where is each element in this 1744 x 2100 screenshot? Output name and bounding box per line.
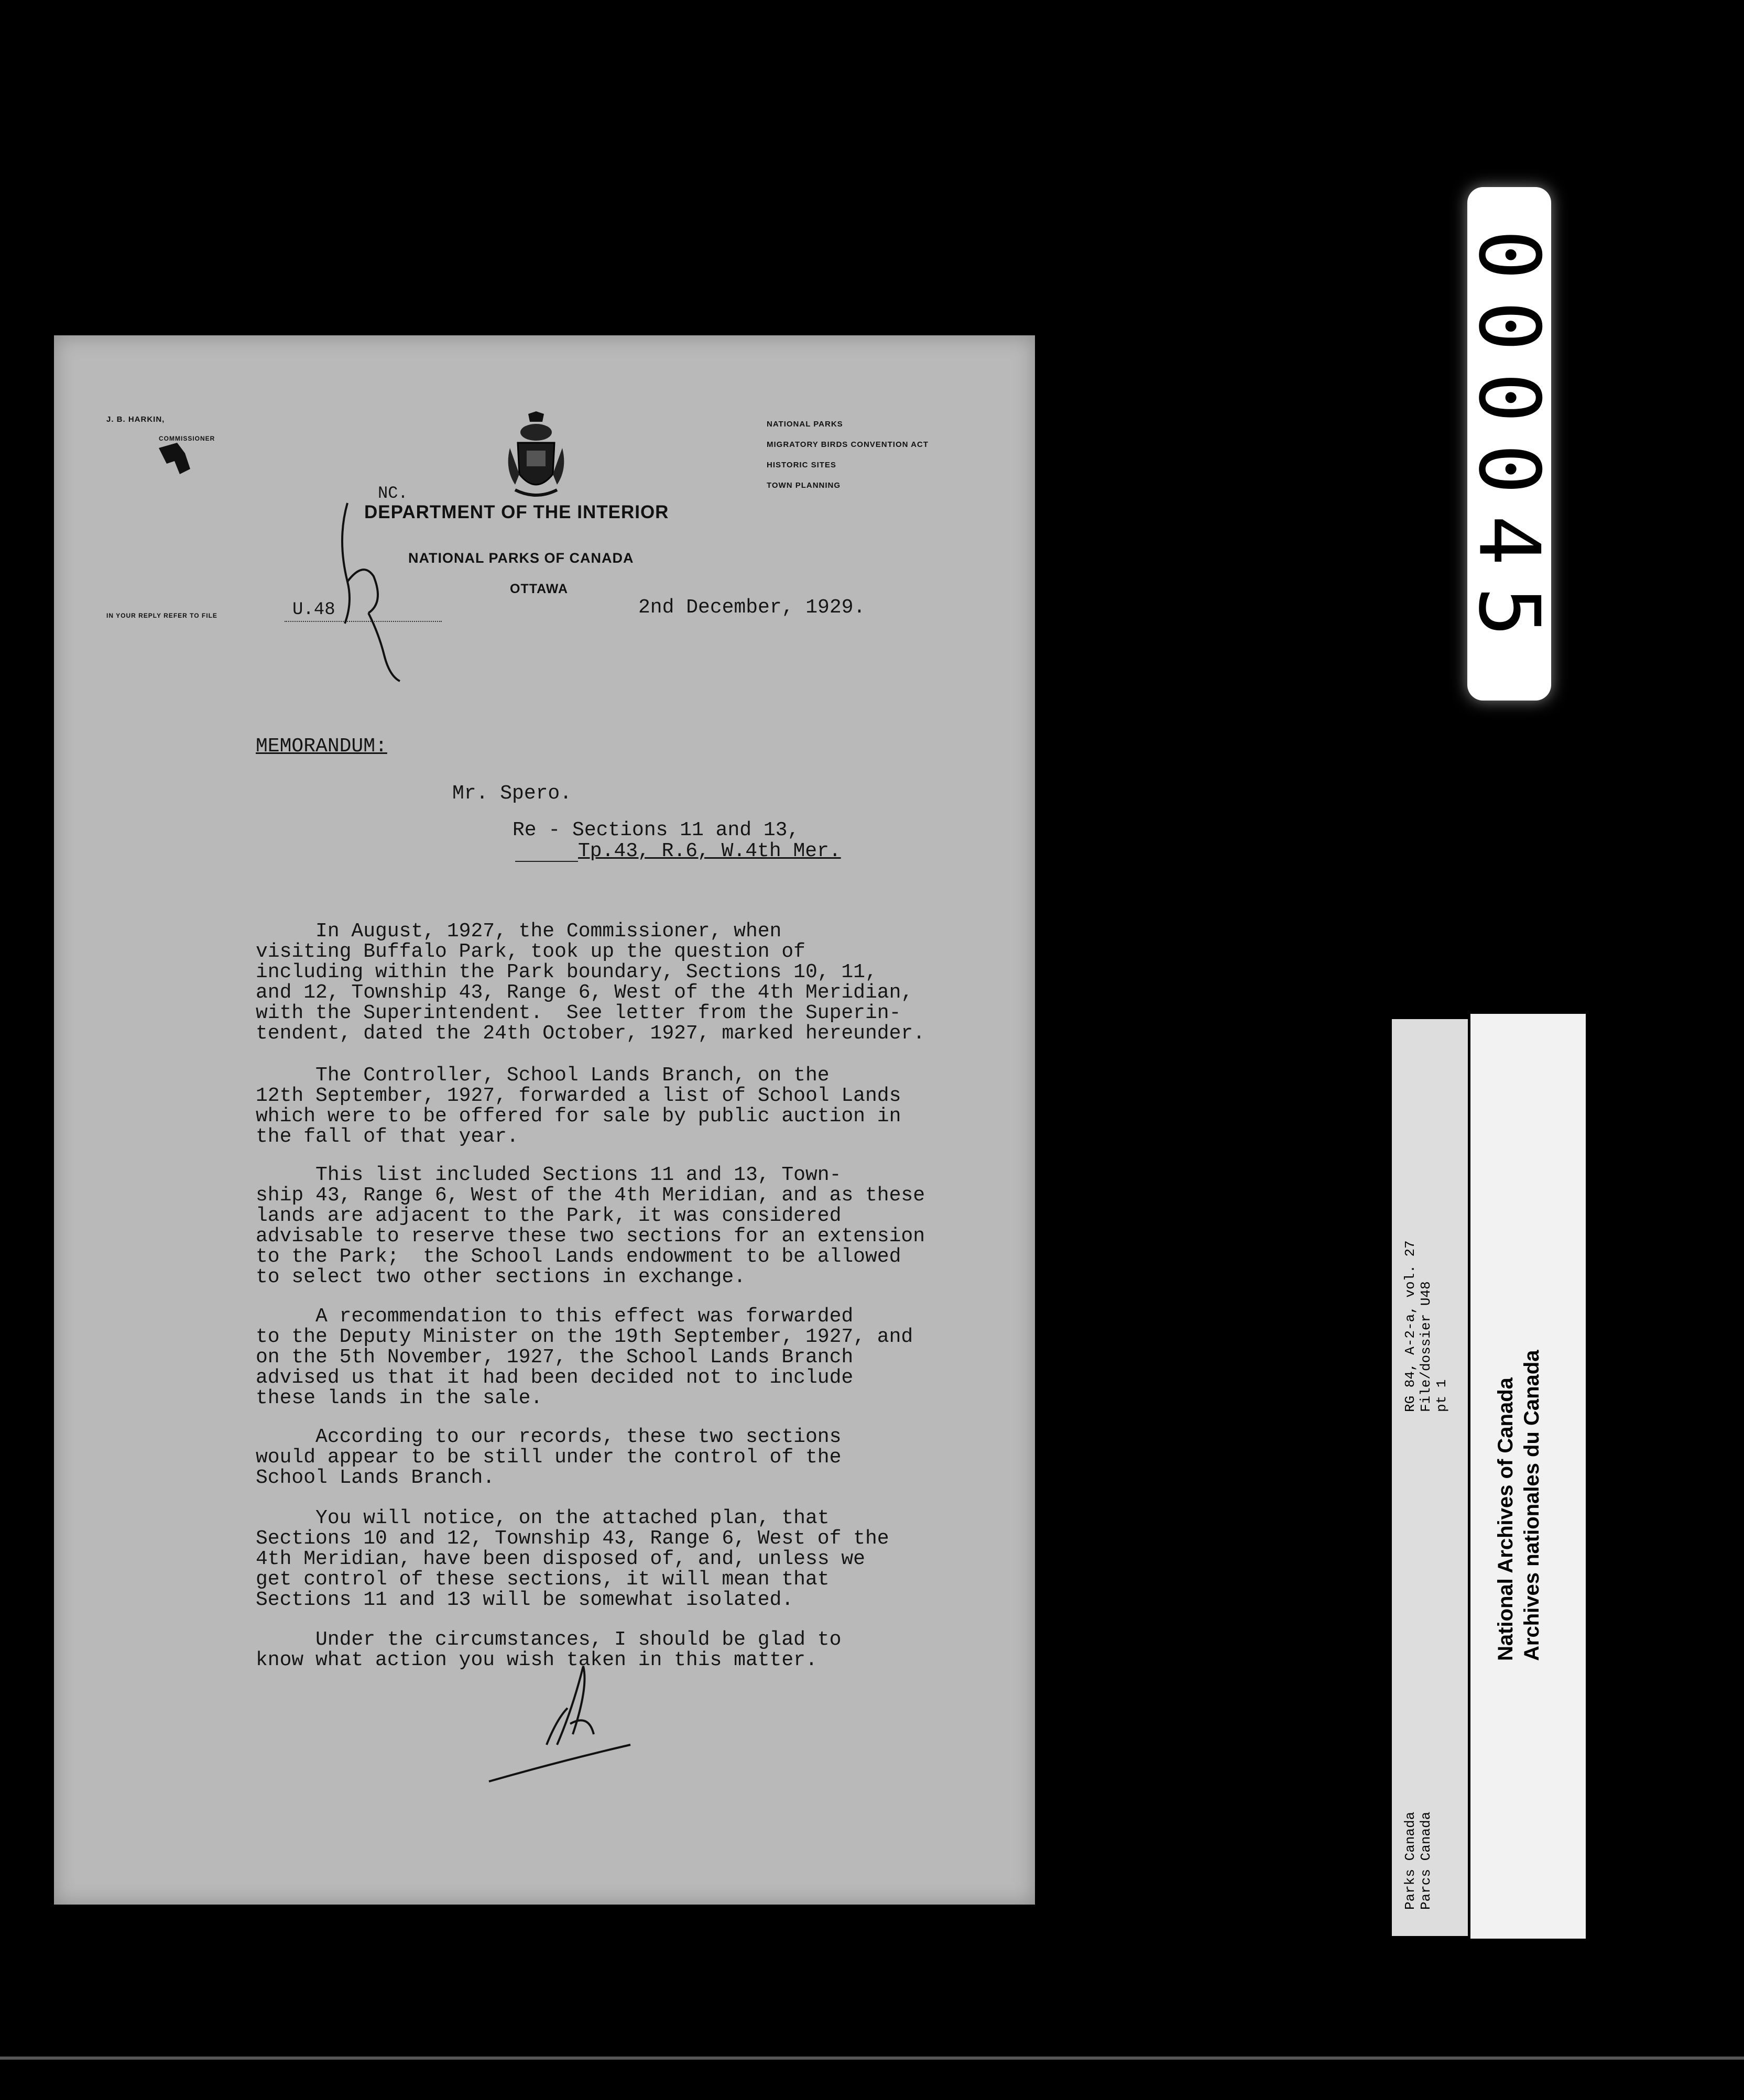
memo-date: 2nd December, 1929. [638, 596, 866, 619]
file-number: U.48 [292, 600, 335, 620]
paragraph-6: You will notice, on the attached plan, that Sections 10 and 12, Township 43, Range 6, West of the 4th Meridian, have been disposed of, and, unless we get control of these sections, it will mean that Sections 11 and 13 will be somewhat isolated. [256, 1507, 889, 1611]
ink-blot-mark [154, 440, 195, 482]
archive-reference-label [1392, 1019, 1468, 1936]
service-historic-sites: HISTORIC SITES [767, 461, 836, 469]
memo-subject-line-1: Re - Sections 11 and 13, [513, 819, 800, 841]
reference-line-3: pt 1 [1434, 1379, 1449, 1412]
city-title: OTTAWA [510, 582, 569, 596]
archive-name-en: National Archives of Canada [1494, 1377, 1517, 1661]
department-title: DEPARTMENT OF THE INTERIOR [364, 502, 669, 522]
agency-fr: Parcs Canada [1418, 1811, 1434, 1910]
handwritten-file-mark [316, 498, 410, 686]
memo-heading: MEMORANDUM: [256, 735, 387, 758]
service-town-planning: TOWN PLANNING [767, 481, 841, 490]
film-edge [0, 2057, 1744, 2060]
paragraph-2: The Controller, School Lands Branch, on the 12th September, 1927, forwarded a list of School Lands which were to be offered for sale by public auction in the fall of that year. [256, 1064, 901, 1148]
handwritten-signature [484, 1656, 672, 1792]
archive-name-label [1470, 1014, 1586, 1939]
frame-number-tag [1460, 187, 1558, 701]
service-migratory-birds: MIGRATORY BIRDS CONVENTION ACT [767, 440, 929, 449]
branch-title: NATIONAL PARKS OF CANADA [408, 550, 634, 566]
reference-line-2: File/dossier U48 [1418, 1281, 1434, 1412]
initials-nc: NC. [378, 484, 408, 503]
coat-of-arms-emblem [505, 411, 568, 500]
paragraph-7: Under the circumstances, I should be glad to know what action you wish taken in this matter. [256, 1628, 842, 1671]
commissioner-title: COMMISSIONER [159, 435, 215, 442]
memo-subject-line-2: Tp.43, R.6, W.4th Mer. [578, 840, 841, 862]
frame-number: 000045 [1460, 229, 1558, 658]
paragraph-3: This list included Sections 11 and 13, Town- ship 43, Range 6, West of the 4th Meridian, and as these lands are adjacent to the Park, it was considered advisable to reserve these two sections for an extension to the Park; the School Lands endowment to be allowed to select two other sections in exchange. [256, 1164, 925, 1288]
subject-underline [515, 861, 578, 862]
paragraph-5: According to our records, these two sections would appear to be still under the control of the School Lands Branch. [256, 1426, 842, 1489]
commissioner-name: J. B. HARKIN, [106, 415, 165, 424]
services-list [767, 414, 929, 496]
agency-en: Parks Canada [1402, 1811, 1418, 1910]
reference-line-1: RG 84, A-2-a, vol. 27 [1402, 1240, 1418, 1412]
memo-addressee: Mr. Spero. [452, 782, 572, 805]
reply-reference-label: IN YOUR REPLY REFER TO FILE [106, 612, 217, 619]
service-national-parks: NATIONAL PARKS [767, 420, 843, 429]
memo-page [54, 335, 1035, 1905]
paragraph-1: In August, 1927, the Commissioner, when visiting Buffalo Park, took up the question of including within the Park boundary, Sections 10, 11, and 12, Township 43, Range 6, West of the 4th Meridian, with the Superintendent. See letter from the Superin- tendent, dated the 24th October, 1927, marked hereunder. [256, 920, 925, 1045]
paragraph-4: A recommendation to this effect was forwarded to the Deputy Minister on the 19th September, 1927, and on the 5th November, 1927, the School Lands Branch advised us that it had been decided not to include these lands in the sale. [256, 1305, 913, 1409]
archive-name-fr: Archives nationales du Canada [1520, 1350, 1543, 1661]
